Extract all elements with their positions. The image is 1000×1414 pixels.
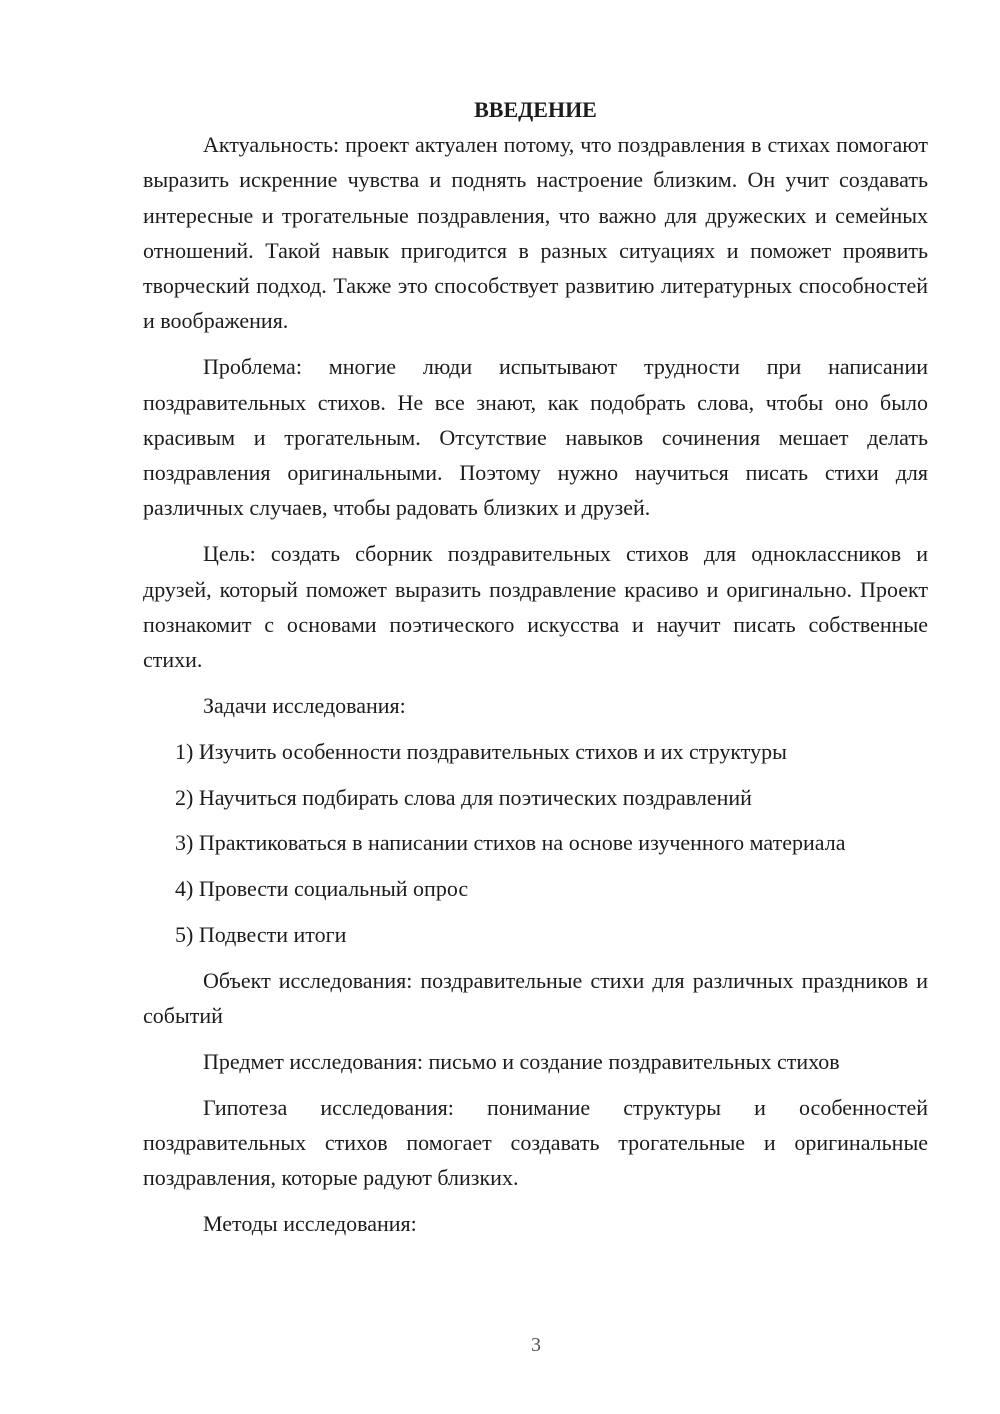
subject-paragraph: Предмет исследования: письмо и создание поздравительных стихов	[203, 1048, 840, 1074]
goal-paragraph: Цель: создать сборник поздравительных стихов для одноклассников и друзей, который поможет выразить поздравление красиво и оригинально. Проект познакомит с основами поэтического искусства и научит писать собственные стихи.	[143, 541, 928, 673]
document-page	[143, 92, 928, 1252]
task-item: 1) Изучить особенности поздравительных стихов и их структуры	[175, 738, 787, 764]
tasks-heading: Задачи исследования:	[203, 692, 406, 718]
task-item: 3) Практиковаться в написании стихов на основе изученного материала	[175, 830, 846, 856]
hypothesis-paragraph: Гипотеза исследования: понимание структуры и особенностей поздравительных стихов помогает создавать трогательные и оригинальные поздравления, которые радуют близких.	[143, 1094, 928, 1191]
relevance-paragraph: Актуальность: проект актуален потому, что поздравления в стихах помогают выразить искренние чувства и поднять настроение близким. Он учит создавать интересные и трогательные поздравления, что важно для дружеских и семейных отношений. Такой навык пригодится в разных ситуациях и поможет проявить творческий подход. Также это способствует развитию литературных способностей и воображения.	[143, 132, 928, 334]
problem-paragraph: Проблема: многие люди испытывают трудности при написании поздравительных стихов. Не все знают, как подобрать слова, чтобы оно было красивым и трогательным. Отсутствие навыков сочинения мешает делать поздравления оригинальными. Поэтому нужно научиться писать стихи для различных случаев, чтобы радовать близких и друзей.	[143, 354, 928, 521]
section-title: ВВЕДЕНИЕ	[474, 97, 597, 122]
task-item: 5) Подвести итоги	[175, 921, 347, 947]
task-item: 2) Научиться подбирать слова для поэтических поздравлений	[175, 784, 752, 810]
task-item: 4) Провести социальный опрос	[175, 876, 469, 902]
page-number: 3	[531, 1334, 541, 1356]
object-paragraph: Объект исследования: поздравительные стихи для различных праздников и событий	[143, 967, 928, 1029]
methods-heading: Методы исследования:	[203, 1211, 417, 1237]
